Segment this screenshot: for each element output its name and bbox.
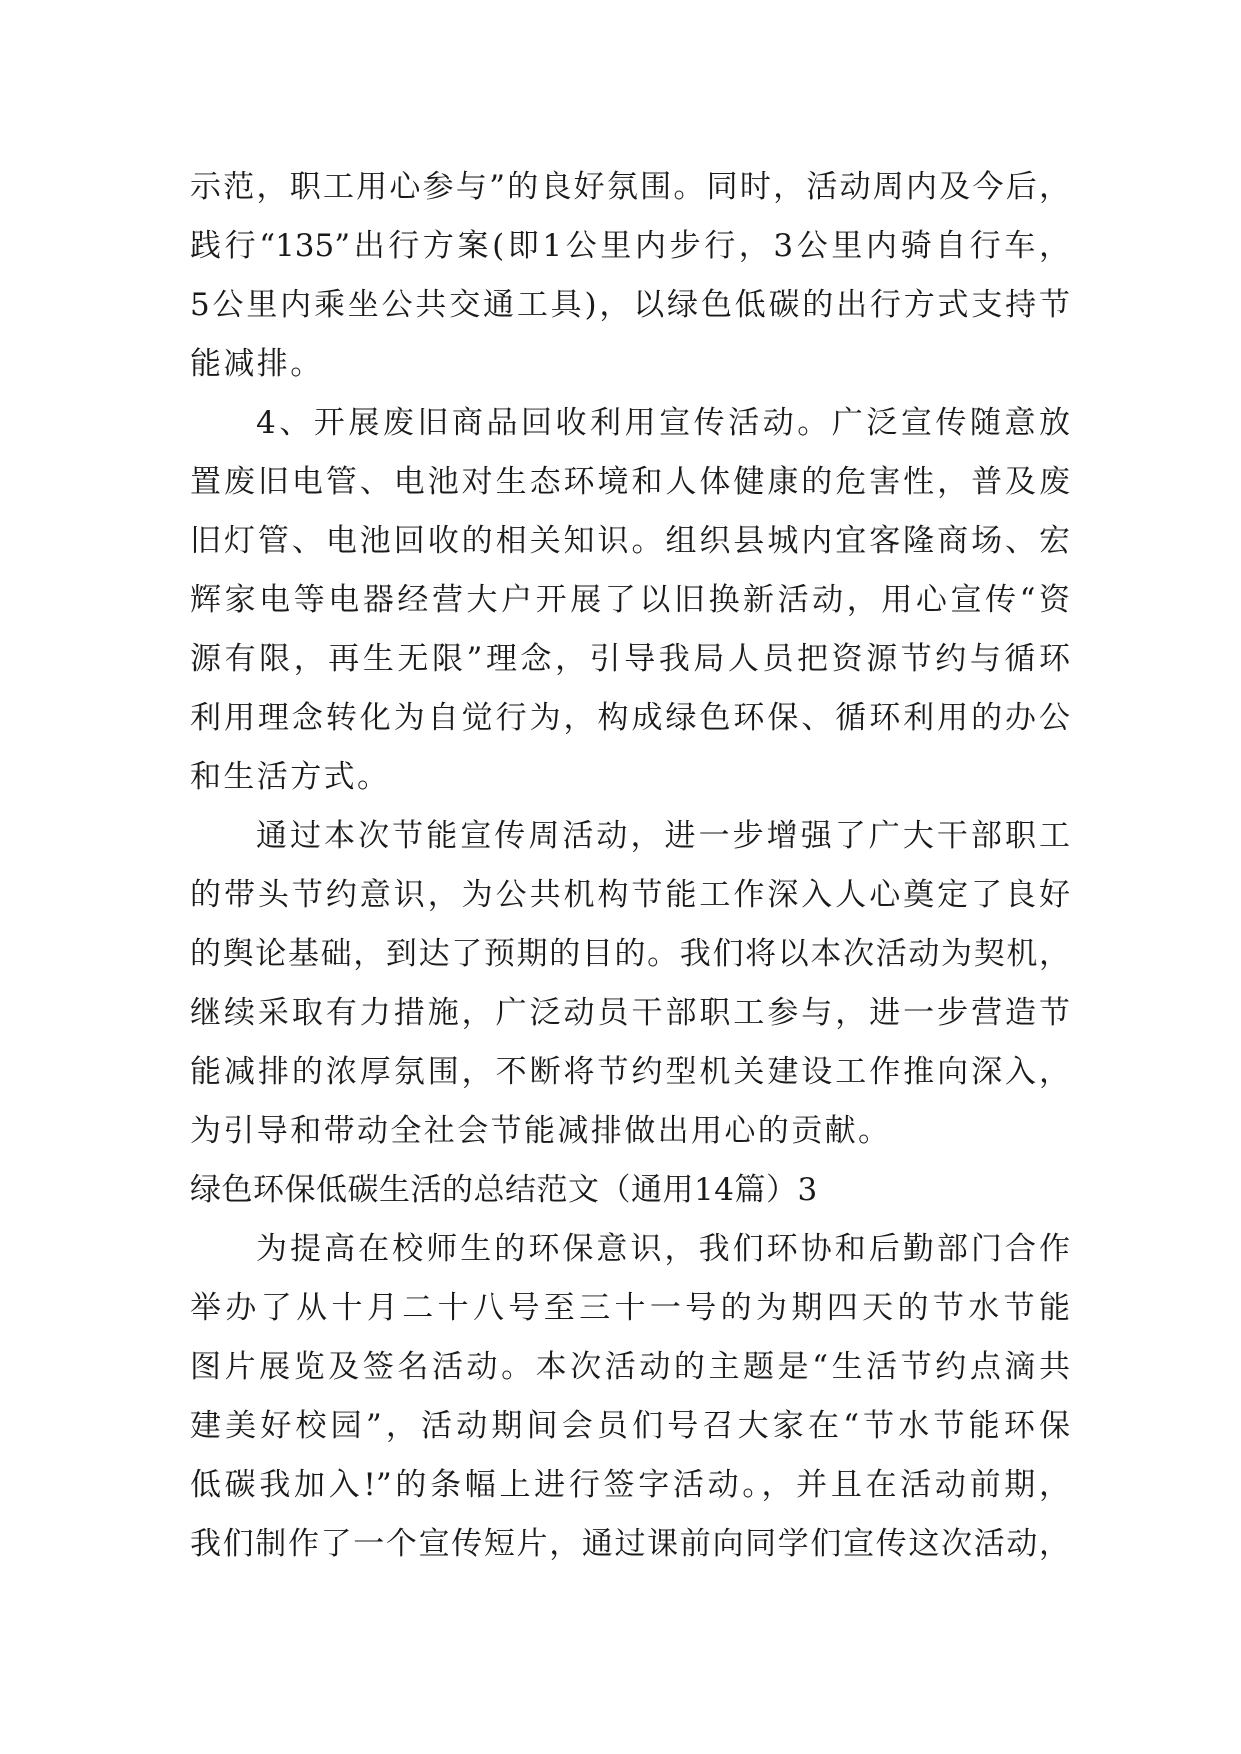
- section-heading: 绿色环保低碳生活的总结范文（通用14篇）3: [190, 1172, 818, 1208]
- text-line: 5公里内乘坐公共交通工具)，以绿色低碳的出行方式支持节: [190, 287, 1070, 323]
- text-line: 示范，职工用心参与”的良好氛围。同时，活动周内及今后，: [190, 169, 1070, 205]
- text-line: 我们制作了一个宣传短片，通过课前向同学们宣传这次活动，: [190, 1526, 1070, 1562]
- text-line: 置废旧电管、电池对生态环境和人体健康的危害性，普及废: [190, 464, 1070, 500]
- text-line: 利用理念转化为自觉行为，构成绿色环保、循环利用的办公: [190, 700, 1070, 736]
- text-line: 图片展览及签名活动。本次活动的主题是“生活节约点滴共: [190, 1349, 1070, 1385]
- text-line: 通过本次节能宣传周活动，进一步增强了广大干部职工: [256, 818, 1070, 854]
- text-line: 4、开展废旧商品回收利用宣传活动。广泛宣传随意放: [256, 405, 1070, 441]
- text-line: 建美好校园”，活动期间会员们号召大家在“节水节能环保: [190, 1408, 1070, 1444]
- text-line: 辉家电等电器经营大户开展了以旧换新活动，用心宣传“资: [190, 582, 1070, 618]
- text-line: 为引导和带动全社会节能减排做出用心的贡献。: [190, 1113, 892, 1149]
- text-line: 举办了从十月二十八号至三十一号的为期四天的节水节能: [190, 1290, 1070, 1326]
- text-line: 旧灯管、电池回收的相关知识。组织县城内宜客隆商场、宏: [190, 523, 1070, 559]
- text-line: 继续采取有力措施，广泛动员干部职工参与，进一步营造节: [190, 995, 1070, 1031]
- text-line: 和生活方式。: [190, 759, 391, 795]
- text-line: 能减排。: [190, 346, 324, 382]
- text-line: 源有限，再生无限”理念，引导我局人员把资源节约与循环: [190, 641, 1070, 677]
- document-page: [190, 158, 1070, 1574]
- text-line: 践行“135”出行方案(即1公里内步行，3公里内骑自行车，: [190, 228, 1070, 264]
- text-line: 的带头节约意识，为公共机构节能工作深入人心奠定了良好: [190, 877, 1070, 913]
- text-line: 能减排的浓厚氛围，不断将节约型机关建设工作推向深入，: [190, 1054, 1070, 1090]
- text-line: 为提高在校师生的环保意识，我们环协和后勤部门合作: [256, 1231, 1070, 1267]
- text-line: 低碳我加入!”的条幅上进行签字活动。，并且在活动前期，: [190, 1467, 1070, 1503]
- text-line: 的舆论基础，到达了预期的目的。我们将以本次活动为契机，: [190, 936, 1070, 972]
